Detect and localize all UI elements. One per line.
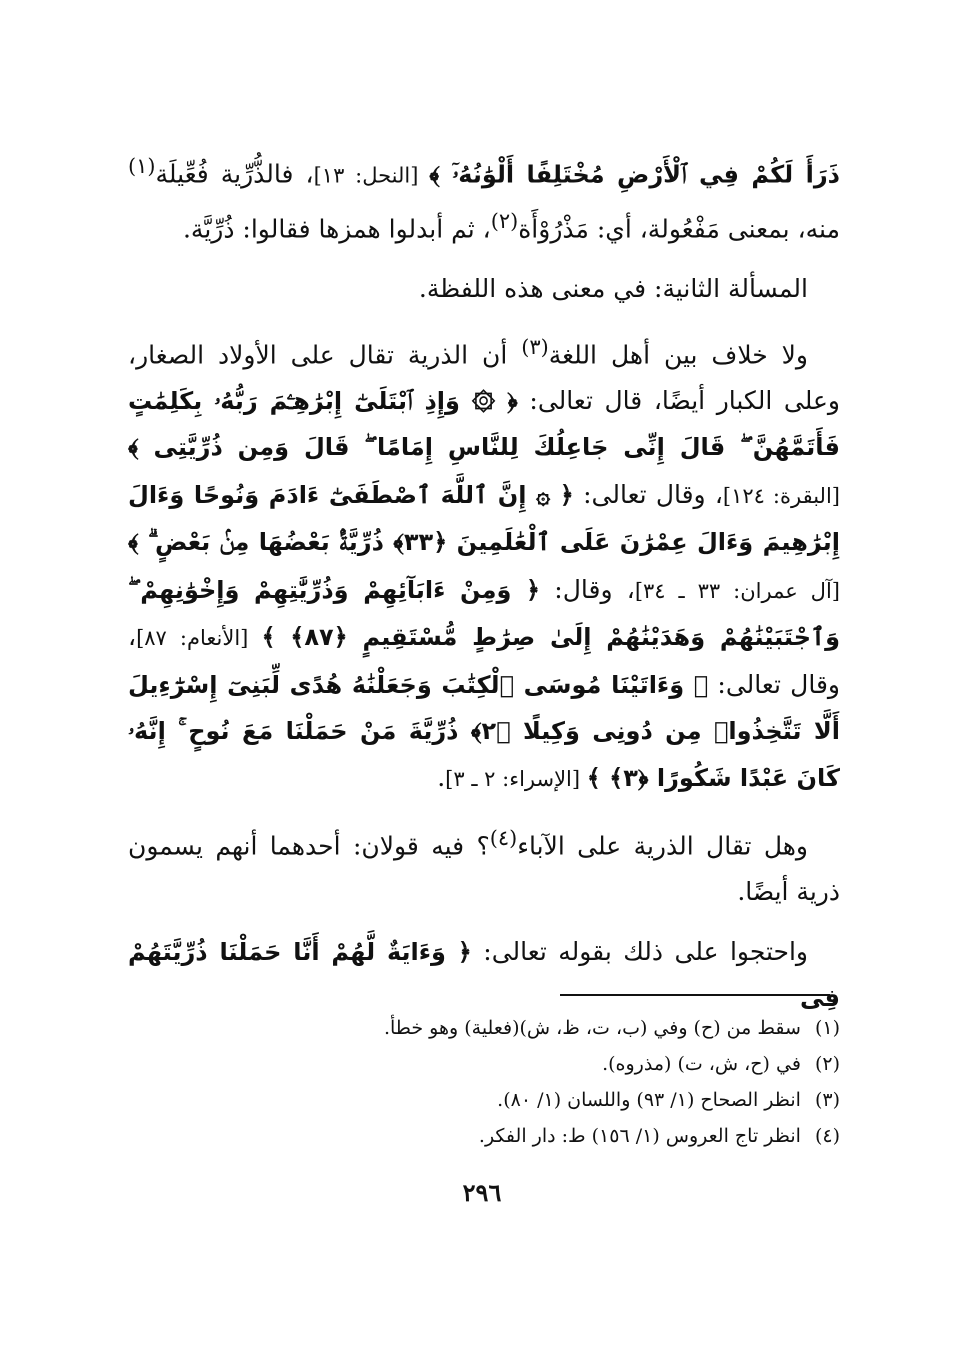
footnote: [128, 1118, 840, 1154]
footnote-number: (٣): [814, 1089, 840, 1111]
paragraph: [128, 266, 840, 312]
footnotes: [128, 1010, 840, 1154]
text-run: أن الذرية تقال على الأولاد الصغار، وعلى الكبار أيضًا، قال تعالى:: [128, 340, 840, 415]
quran-verse: ﴿ ۞ وَإِذِ ٱبْتَلَىٰٓ إِبْرَٰهِـۧمَ رَبُّهُۥ بِكَلِمَٰتٍ فَأَتَمَّهُنَّ ۖ قَالَ إِنِّى جَاعِلُكَ لِلنَّاسِ إِمَامًا ۖ قَالَ وَمِن ذُرِّيَّتِى ﴾: [128, 386, 840, 462]
text-run: ، فالذُّرِّية فُعِّيلَة: [155, 159, 314, 189]
footnote-number: (٤): [814, 1125, 840, 1147]
main-text: [128, 144, 840, 1036]
text-run: ولا خلاف بين أهل اللغة: [548, 340, 808, 370]
footnote-number: (٢): [814, 1053, 840, 1075]
text-run: واحتجوا على ذلك بقوله تعالى:: [471, 936, 808, 966]
footnote-text: سقط من (ح) وفي (ب، ت، ظ، ش)(فعلية) وهو خطأ.: [383, 1017, 801, 1039]
text-run: .: [437, 762, 446, 792]
paragraph: [128, 325, 840, 802]
text-run: ؟ فيه قولان: أحدهما أنهم يسمون ذرية أيضًا.: [128, 831, 840, 907]
footnote: [128, 1082, 840, 1118]
footnote-divider: [560, 994, 830, 996]
text-run: المسألة الثانية: في معنى هذه اللفظة.: [418, 273, 808, 303]
text-run: ، ثم أبدلوا همزها فقالوا: ذُرِّيَّة.: [182, 214, 491, 244]
quran-verse: ﴿ وَءَاتَيْنَا مُوسَى ٱلْكِتَٰبَ وَجَعَلْنَٰهُ هُدًى لِّبَنِىٓ إِسْرَٰٓءِيلَ أَلَّا تَتَّخِذُوا۟ مِن دُونِى وَكِيلًا ﴿٢﴾ ذُرِّيَّةَ مَنْ حَمَلْنَا مَعَ نُوحٍ ۚ إِنَّهُۥ كَانَ عَبْدًا شَكُورًا ﴿٣﴾ ﴾: [128, 670, 841, 792]
verse-reference: [البقرة: ١٢٤]: [722, 483, 840, 508]
quran-verse: ﴿ وَءَايَةٌ لَّهُمْ أَنَّا حَمَلْنَا ذُرِّيَّتَهُمْ فِى: [128, 937, 840, 1013]
text-run: ، وقال تعالى:: [128, 622, 840, 699]
footnote-marker: (٤): [489, 826, 518, 851]
paragraph: [128, 816, 840, 914]
paragraph: [128, 144, 840, 252]
footnote: [128, 1046, 840, 1082]
footnote: [128, 1010, 840, 1046]
verse-reference: [الأنعام: ٨٧]: [136, 626, 262, 651]
verse-reference: [النحل: ١٣]: [313, 163, 430, 188]
text-run: منه، بمعنى مَفْعُولة، أي: مَذْرُوْأَة: [518, 214, 840, 244]
footnote-marker: (٢): [490, 208, 519, 233]
text-run: وهل تقال الذرية على الآباء: [517, 831, 809, 861]
footnote-number: (١): [814, 1017, 840, 1039]
footnote-marker: (١): [128, 154, 156, 178]
footnote-text: انظر تاج العروس (١/ ١٥٦) ط: دار الفكر.: [478, 1125, 801, 1147]
footnote-marker: (٣): [521, 335, 549, 360]
quran-verse: ﴿ وَمِنْ ءَابَآئِهِمْ وَذُرِّيَّٰتِهِمْ وَإِخْوَٰنِهِمْ ۖ وَٱجْتَبَيْنَٰهُمْ وَهَدَيْنَٰهُمْ إِلَىٰ صِرَٰطٍ مُّسْتَقِيمٍ ﴿٨٧﴾ ﴾: [128, 575, 840, 652]
paragraph: [128, 929, 840, 1022]
text-run: ، وقال تعالى:: [573, 479, 723, 509]
verse-reference: [آل عمران: ٣٣ ـ ٣٤]: [634, 578, 840, 603]
quran-verse: ذَرَأَ لَكُمْ فِي ٱلْأَرْضِ مُخْتَلِفًا أَلْوَٰنُهُۥٓ ﴾: [429, 160, 840, 189]
page-number: ٢٩٦: [462, 1178, 502, 1207]
footnote-text: في (ح، ش، ت) (مذروه).: [602, 1053, 801, 1075]
text-run: ، وقال:: [540, 574, 635, 604]
footnote-text: انظر الصحاح (١/ ٩٣) واللسان (١/ ٨٠).: [497, 1089, 801, 1111]
verse-reference: [الإسراء: ٢ ـ ٣]: [445, 766, 587, 791]
quran-verse: ﴿ ۞ إِنَّ ٱللَّهَ ٱصْطَفَىٰٓ ءَادَمَ وَنُوحًا وَءَالَ إِبْرَٰهِيمَ وَءَالَ عِمْرَٰنَ عَلَى ٱلْعَٰلَمِينَ ﴿٣٣﴾ ذُرِّيَّةًۢ بَعْضُهَا مِنۢ بَعْضٍ ۗ ﴾: [128, 480, 841, 557]
